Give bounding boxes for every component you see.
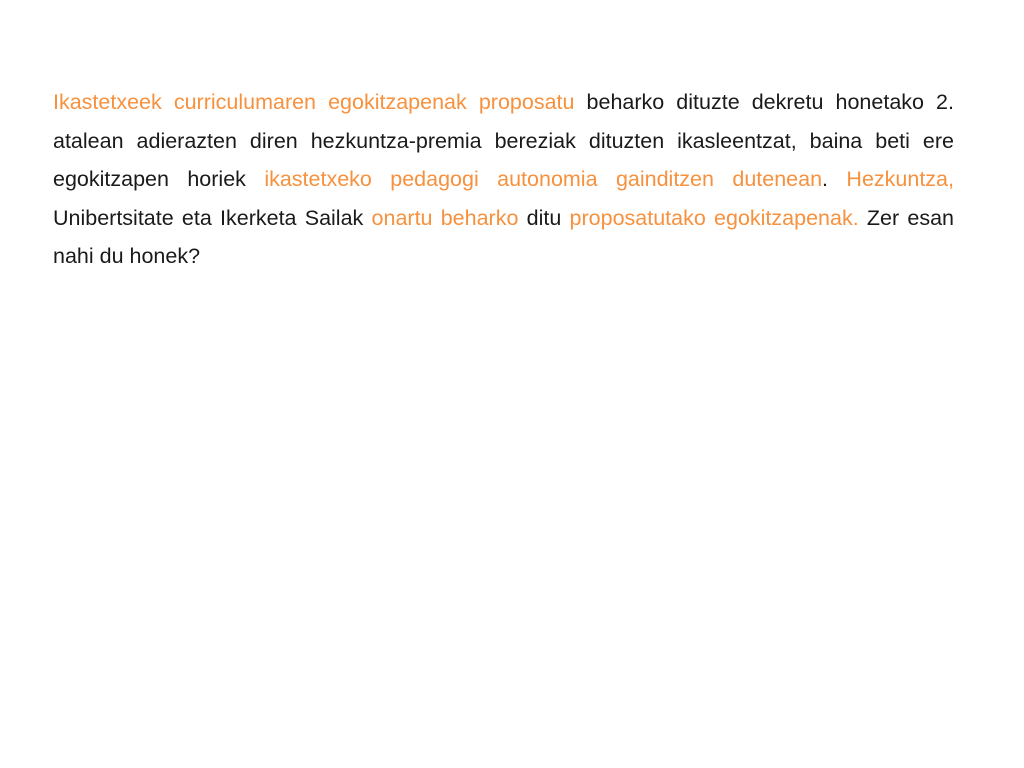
text-segment: . bbox=[822, 167, 847, 191]
text-segment: Unibertsitate eta Ikerketa Sailak bbox=[53, 205, 372, 230]
text-segment: ditu bbox=[518, 205, 570, 230]
body-paragraph bbox=[53, 83, 954, 276]
highlight-curriculum-adaptations: Ikastetxeek curriculumaren egokitzapenak proposatu bbox=[53, 90, 575, 114]
highlight-proposed-adaptations: proposatutako egokitzapenak. bbox=[569, 205, 859, 230]
highlight-pedagogical-autonomy: ikastetxeko pedagogi autonomia gainditzen dutenean bbox=[264, 167, 823, 191]
text-segment: beharko dituzte dekretu honetako 2. atalean adierazten diren hezkuntza-premia bereziak dituzten ikasleentzat, baina beti ere egokitzapen horiek bbox=[53, 90, 954, 191]
question-text: Zer esan nahi du honek? bbox=[53, 205, 954, 268]
highlight-onartu-beharko: onartu beharko bbox=[371, 205, 519, 230]
highlight-hezkuntza: Hezkuntza, bbox=[846, 167, 954, 191]
